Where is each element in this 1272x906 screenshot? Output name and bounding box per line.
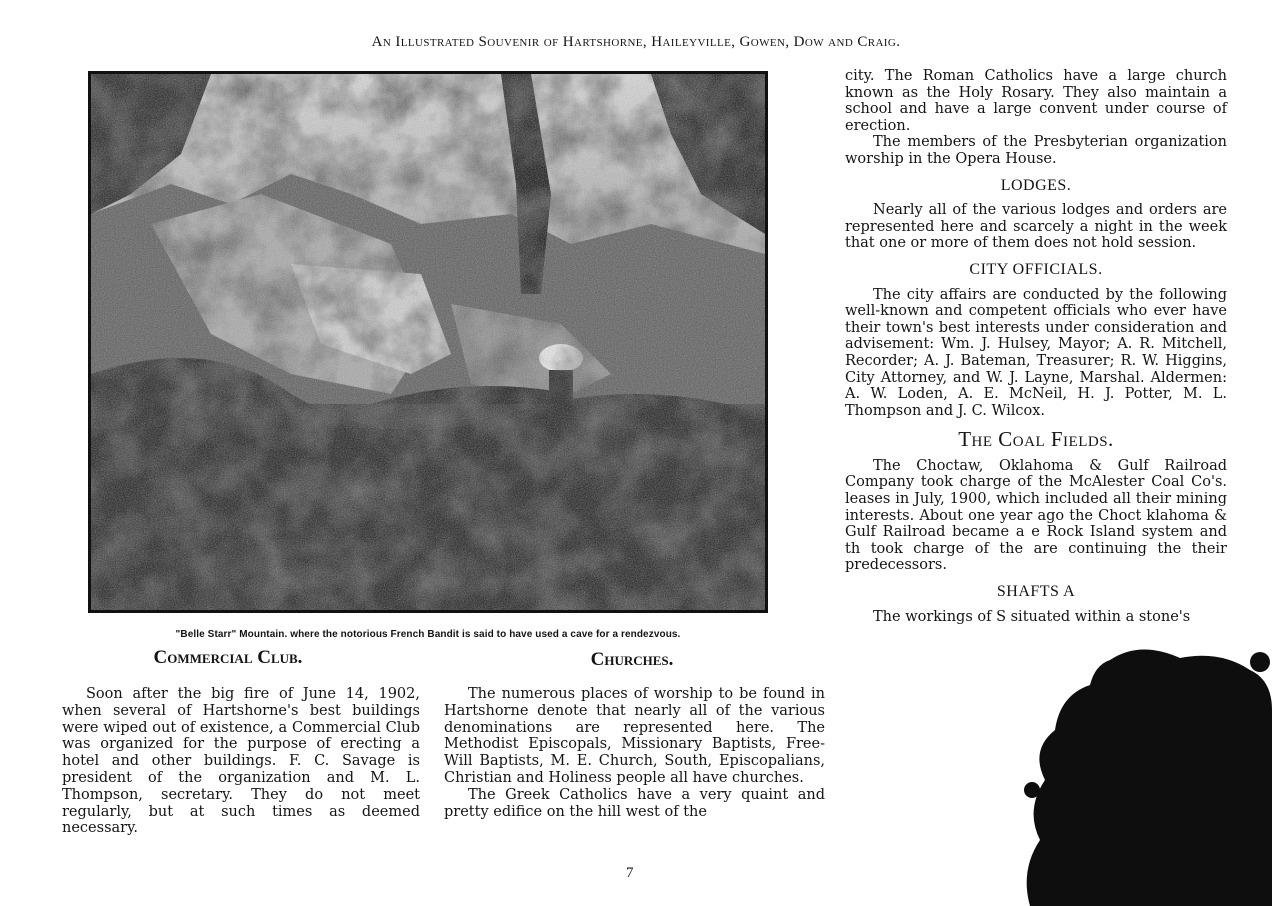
commercial-club-text bbox=[62, 686, 420, 837]
photo-caption: "Belle Starr" Mountain. where the notorious French Bandit is said to have used a cave for a rendezvous. bbox=[175, 629, 681, 640]
churches-heading: Churches. bbox=[590, 649, 674, 670]
coal-fields-heading: The Coal Fields. bbox=[958, 427, 1114, 452]
coal-fields-paragraph: The Choctaw, Oklahoma & Gulf Railroad Company took charge of the McAlester Coal Co's. leases in July, 1900, which included all their mining interests. About one year ago the Choct klahoma & Gulf Railroad became a e Rock Island system and th took charge of the are continuing the their predecessors. bbox=[845, 457, 1227, 574]
shafts-heading: SHAFTS A bbox=[996, 583, 1076, 601]
shafts-paragraph: The workings of S situated within a stone's bbox=[873, 608, 1191, 625]
city-officials-heading: CITY OFFICIALS. bbox=[969, 260, 1103, 278]
city-officials-paragraph: The city affairs are conducted by the following well-known and competent officials who ever have their town's best interests under consideration and advisement: Wm. J. Hulsey, Mayor; A. R. Mitchell, Recorder; A. J. Bateman, Treasurer; R. W. Higgins, City Attorney, and W. J. Layne, Marshal. Aldermen: A. W. Loden, A. E. McNeil, H. J. Potter, M. L. Thompson and J. C. Wilcox. bbox=[845, 286, 1227, 419]
lodges-heading: LODGES. bbox=[1000, 176, 1072, 194]
right-column bbox=[845, 68, 1227, 625]
churches-paragraph-2: The Greek Catholics have a very quaint and pretty edifice on the hill west of the bbox=[444, 786, 825, 820]
ink-stain bbox=[1020, 640, 1272, 906]
lodges-paragraph: Nearly all of the various lodges and orders are represented here and scarcely a night in the week that one or more of them does not hold session. bbox=[845, 202, 1227, 252]
running-head: An Illustrated Souvenir of Hartshorne, Haileyville, Gowen, Dow and Craig. bbox=[371, 34, 901, 50]
page-number: 7 bbox=[626, 865, 634, 881]
churches-text bbox=[444, 686, 825, 820]
commercial-club-paragraph: Soon after the big fire of June 14, 1902, when several of Hartshorne's best buildings were wiped out of existence, a Commercial Club was organized for the purpose of erecting a hotel and other buildings. F. C. Savage is president of the organization and M. L. Thompson, secretary. They do not meet regularly, but at such times as deemed necessary. bbox=[62, 686, 420, 837]
churches-paragraph-1: The numerous places of worship to be found in Hartshorne denote that nearly all of the various denominations are represented here. The Methodist Episcopals, Missionary Baptists, Free-Will Baptists, M. E. Church, South, Episcopalians, Christian and Holiness people all have churches. bbox=[444, 686, 825, 786]
churches-continued: city. The Roman Catholics have a large church known as the Holy Rosary. They also maintain a school and have a large convent under course of erection. bbox=[845, 68, 1227, 134]
commercial-club-heading: Commercial Club. bbox=[153, 647, 303, 668]
belle-starr-photo bbox=[88, 71, 768, 613]
presbyterian-paragraph: The members of the Presbyterian organization worship in the Opera House. bbox=[845, 134, 1227, 167]
